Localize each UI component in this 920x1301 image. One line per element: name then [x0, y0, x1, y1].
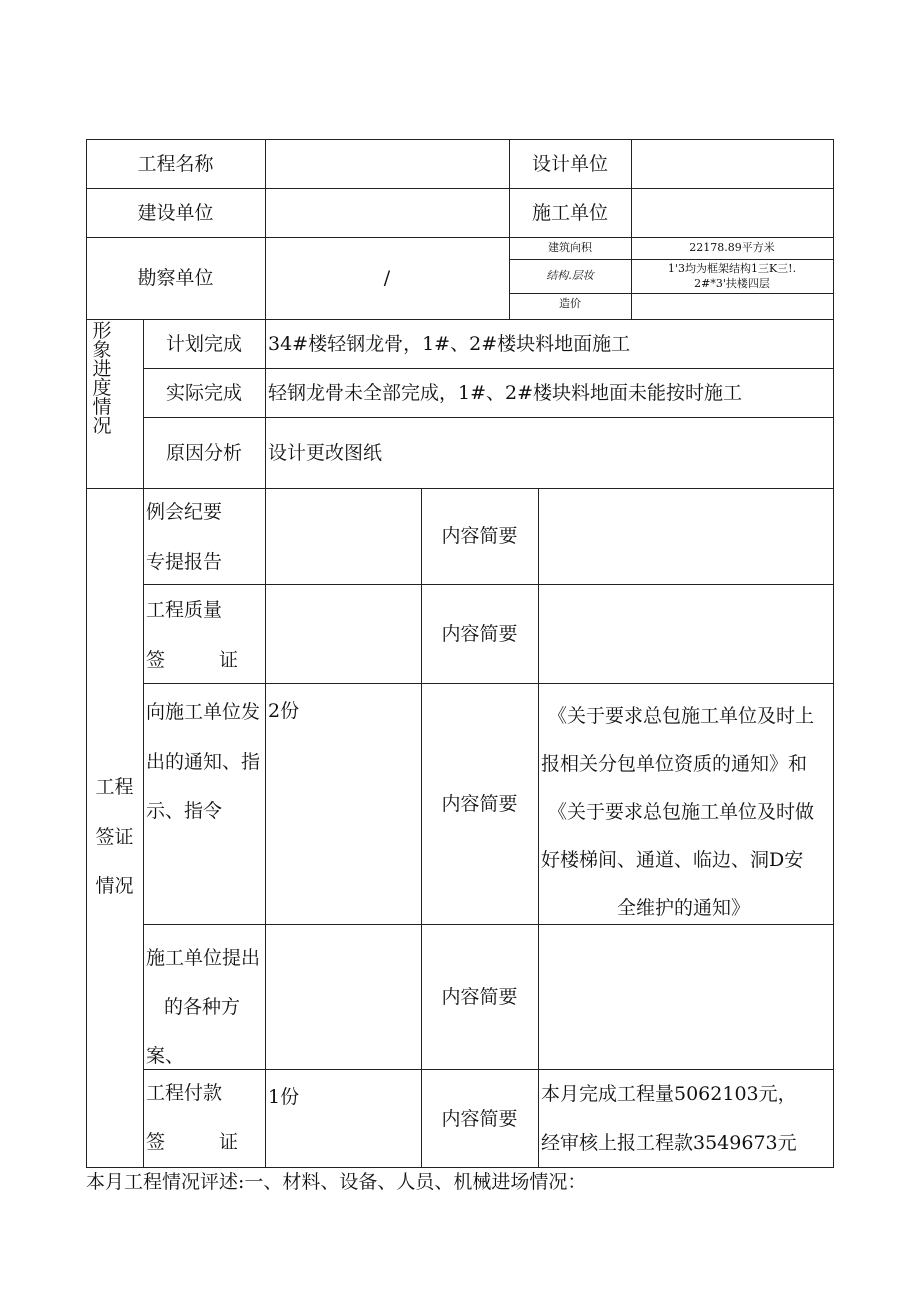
construction-owner-label: 建设单位: [137, 202, 214, 224]
rule: [538, 488, 539, 1168]
rule: [143, 584, 834, 585]
content-summary-label: 内容简要: [441, 793, 518, 815]
rule: [86, 188, 834, 189]
monthly-review-heading: 本月工程情况评述:一、材料、设备、人员、机械进场情况：: [86, 1171, 587, 1193]
rule: [509, 259, 834, 260]
rule: [421, 488, 422, 1168]
quality-label-line1: 工程质量: [146, 599, 223, 621]
quality-label-line2: 签证: [146, 649, 238, 671]
cost-label: 造价: [559, 297, 581, 310]
notices-summary-line1: 《关于要求总包施工单位及时上: [548, 705, 815, 727]
notices-label-line2: 出的通知、指: [146, 751, 261, 773]
payment-count: 1份: [268, 1086, 300, 1108]
payment-label-line2: 签证: [146, 1131, 238, 1153]
content-summary-label: 内容简要: [441, 986, 518, 1008]
notices-summary-line2: 报相关分包单位资质的通知》和: [541, 753, 808, 775]
payment-label-line1: 工程付款: [146, 1082, 223, 1104]
planned-completion-label: 计划完成: [165, 333, 242, 355]
notices-summary-line5: 全维护的通知》: [617, 897, 751, 919]
building-area-label: 建筑向积: [548, 241, 592, 254]
notices-label-line1: 向施工单位发: [146, 701, 261, 723]
structure-floors-label: 结构.层妆: [546, 269, 594, 282]
planned-completion-value: 34#楼轻钢龙骨，1#、2#楼块料地面施工: [268, 333, 631, 355]
content-summary-label: 内容简要: [441, 1108, 518, 1130]
rule: [86, 237, 834, 238]
rule: [86, 139, 87, 1168]
special-report-label: 专提报告: [146, 551, 223, 573]
building-area-value: 22178.89平方米: [689, 241, 775, 254]
notices-summary-line3: 《关于要求总包施工单位及时做: [548, 801, 815, 823]
structure-floors-value-line1: 1'3均为框架结构1三K三!.: [667, 262, 797, 275]
rule: [86, 488, 834, 489]
content-summary-label: 内容简要: [441, 623, 518, 645]
proposals-label-line3: 案、: [146, 1045, 185, 1067]
proposals-label-line1: 施工单位提出: [146, 947, 261, 969]
actual-completion-label: 实际完成: [165, 382, 242, 404]
notices-summary-line4: 好楼梯间、通道、临边、洞D安: [541, 849, 804, 871]
visa-section-heading-1: 工程: [95, 776, 134, 798]
rule: [143, 368, 834, 369]
rule: [143, 417, 834, 418]
meeting-minutes-label: 例会纪要: [146, 501, 223, 523]
rule: [631, 139, 632, 320]
content-summary-label: 内容简要: [441, 525, 518, 547]
cause-analysis-value: 设计更改图纸: [268, 442, 383, 464]
rule: [143, 683, 834, 684]
rule: [265, 139, 266, 320]
rule: [509, 293, 834, 294]
payment-summary-line1: 本月完成工程量5062103元，: [541, 1083, 797, 1105]
progress-section-heading: 形象进度情况: [92, 320, 112, 437]
notices-label-line3: 示、指令: [146, 800, 223, 822]
rule: [86, 139, 834, 140]
survey-unit-value: /: [383, 267, 391, 289]
contractor-label: 施工单位: [531, 202, 608, 224]
actual-completion-value: 轻钢龙骨未全部完成，1#、2#楼块料地面未能按时施工: [268, 382, 743, 404]
rule: [143, 1069, 834, 1070]
rule: [833, 139, 834, 1168]
rule: [265, 319, 266, 1168]
cause-analysis-label: 原因分析: [165, 442, 242, 464]
visa-section-heading-2: 签证: [95, 826, 134, 848]
proposals-label-line2: 的各种方: [164, 996, 241, 1018]
design-unit-label: 设计单位: [531, 153, 608, 175]
notices-count: 2份: [268, 700, 300, 722]
survey-unit-label: 勘察单位: [137, 267, 214, 289]
project-name-label: 工程名称: [137, 153, 214, 175]
rule: [143, 924, 834, 925]
structure-floors-value-line2: 2#*3'扶楼四层: [694, 277, 770, 290]
payment-summary-line2: 经审核上报工程款3549673元: [541, 1132, 797, 1154]
visa-section-heading-3: 情况: [95, 875, 134, 897]
rule: [86, 319, 834, 320]
rule: [86, 1167, 834, 1168]
